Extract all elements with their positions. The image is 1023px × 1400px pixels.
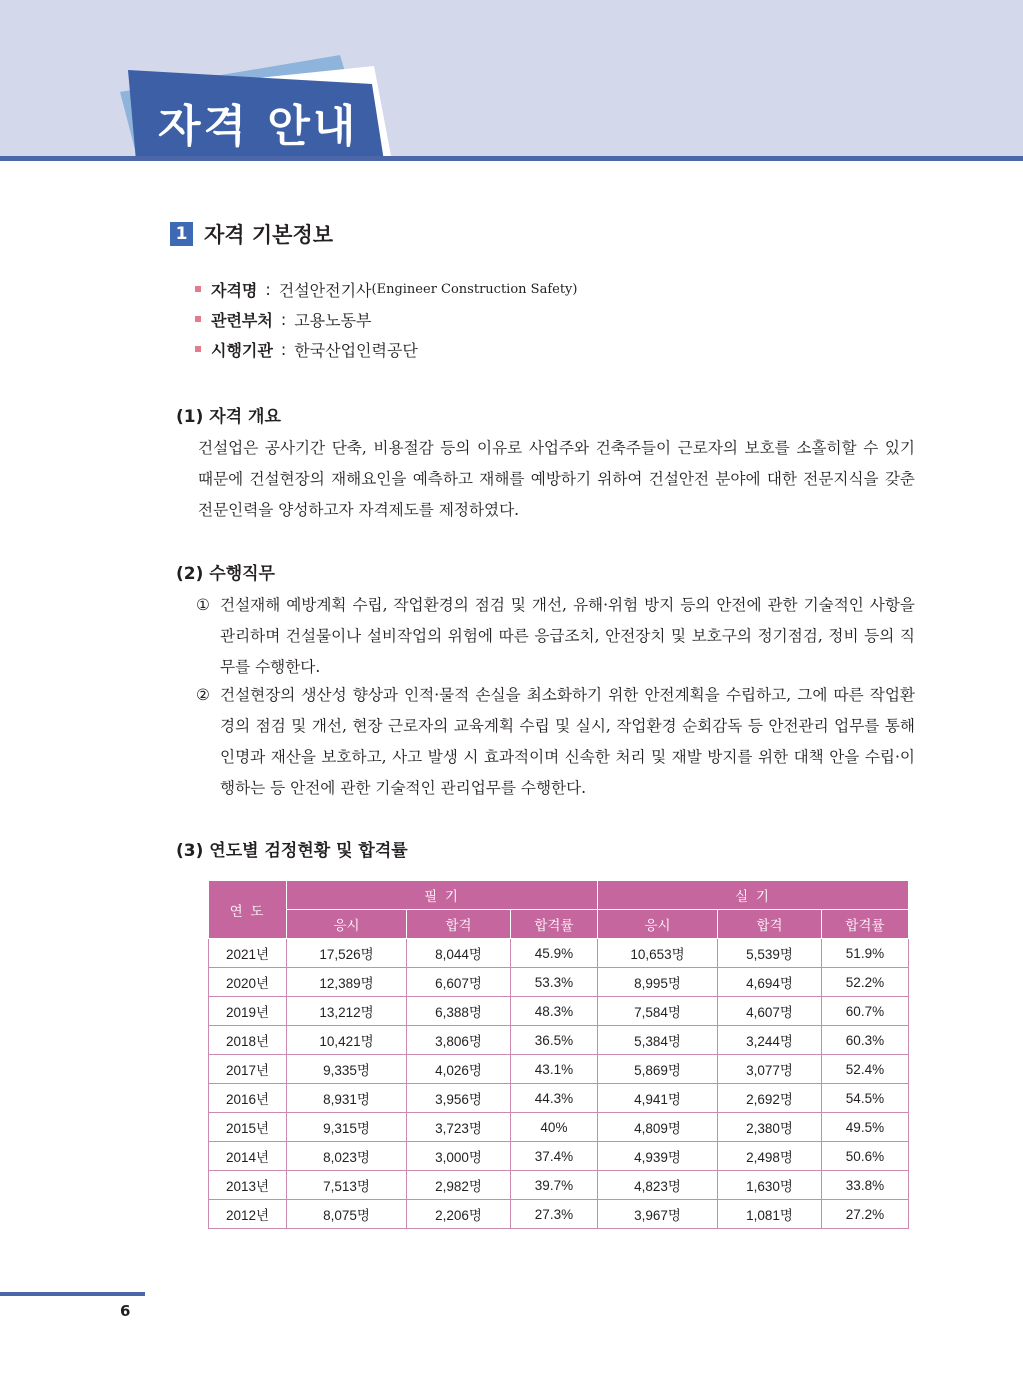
table-cell: 8,995명 [597, 968, 717, 997]
table-cell: 4,607명 [718, 997, 822, 1026]
col-header: 응시 [597, 910, 717, 939]
table-cell: 36.5% [510, 1026, 597, 1055]
table-cell: 3,967명 [597, 1200, 717, 1229]
table-cell: 6,388명 [407, 997, 511, 1026]
year-cell: 2020년 [209, 968, 287, 997]
section-title: 자격 기본정보 [204, 223, 334, 247]
table-cell: 7,513명 [287, 1171, 407, 1200]
table-cell: 50.6% [821, 1142, 908, 1171]
year-cell: 2013년 [209, 1171, 287, 1200]
year-cell: 2015년 [209, 1113, 287, 1142]
table-cell: 33.8% [821, 1171, 908, 1200]
table-row [209, 1142, 909, 1171]
practical-group-header: 실 기 [597, 881, 908, 910]
duty-item [196, 680, 915, 804]
table-cell: 54.5% [821, 1084, 908, 1113]
info-label: 자격명 [211, 280, 258, 300]
list-item [195, 274, 577, 304]
table-cell: 13,212명 [287, 997, 407, 1026]
table-cell: 2,380명 [718, 1113, 822, 1142]
table-cell: 8,023명 [287, 1142, 407, 1171]
table-cell: 3,000명 [407, 1142, 511, 1171]
table-row [209, 1200, 909, 1229]
table-cell: 10,653명 [597, 939, 717, 968]
table-row [209, 997, 909, 1026]
year-cell: 2018년 [209, 1026, 287, 1055]
square-bullet-icon [195, 286, 201, 292]
table-row [209, 939, 909, 968]
year-cell: 2017년 [209, 1055, 287, 1084]
table-cell: 4,809명 [597, 1113, 717, 1142]
year-cell: 2014년 [209, 1142, 287, 1171]
col-header: 합격 [718, 910, 822, 939]
table-cell: 4,939명 [597, 1142, 717, 1171]
info-label: 관련부처 [211, 310, 273, 330]
table-cell: 9,335명 [287, 1055, 407, 1084]
table-cell: 3,723명 [407, 1113, 511, 1142]
footer-rule [0, 1292, 145, 1296]
table-cell: 8,044명 [407, 939, 511, 968]
page-number: 6 [120, 1302, 131, 1320]
table-cell: 2,498명 [718, 1142, 822, 1171]
table-cell: 3,956명 [407, 1084, 511, 1113]
info-value: 건설안전기사 [278, 280, 372, 300]
overview-heading: (1) 자격 개요 [176, 407, 281, 427]
table-cell: 8,075명 [287, 1200, 407, 1229]
duty-number: ② [196, 686, 210, 704]
table-cell: 5,869명 [597, 1055, 717, 1084]
table-cell: 52.4% [821, 1055, 908, 1084]
info-label: 시행기관 [211, 340, 273, 360]
table-cell: 8,931명 [287, 1084, 407, 1113]
table-cell: 60.7% [821, 997, 908, 1026]
table-row [209, 1113, 909, 1142]
table-cell: 43.1% [510, 1055, 597, 1084]
table-cell: 39.7% [510, 1171, 597, 1200]
info-separator: : [265, 279, 271, 299]
year-cell: 2019년 [209, 997, 287, 1026]
overview-text: 건설업은 공사기간 단축, 비용절감 등의 이유로 사업주와 건축주들이 근로자의 보호를 소홀히할 수 있기 때문에 건설현장의 재해요인을 예측하고 재해를 예방하기 위하여 건설안전 분야에 대한 전문지식을 갖춘 전문인력을 양성하고자 자격제도를 제정하였다. [198, 439, 915, 519]
info-value-english: (Engineer Construction Safety) [371, 281, 578, 297]
table-cell: 7,584명 [597, 997, 717, 1026]
basic-info-list [195, 274, 577, 364]
list-item [195, 304, 577, 334]
page-title: 자격 안내 [158, 101, 359, 152]
info-separator: : [280, 339, 287, 359]
table-cell: 12,389명 [287, 968, 407, 997]
col-header: 합격률 [510, 910, 597, 939]
table-cell: 27.3% [510, 1200, 597, 1229]
col-year-header: 연 도 [209, 881, 287, 939]
col-header: 합격 [407, 910, 511, 939]
table-cell: 40% [510, 1113, 597, 1142]
info-separator: : [280, 309, 287, 329]
table-cell: 2,692명 [718, 1084, 822, 1113]
square-bullet-icon [195, 316, 201, 322]
table-cell: 60.3% [821, 1026, 908, 1055]
year-cell: 2021년 [209, 939, 287, 968]
table-cell: 1,630명 [718, 1171, 822, 1200]
table-cell: 53.3% [510, 968, 597, 997]
stats-table [208, 880, 909, 1229]
table-cell: 4,823명 [597, 1171, 717, 1200]
table-row [209, 1084, 909, 1113]
table-cell: 10,421명 [287, 1026, 407, 1055]
table-cell: 45.9% [510, 939, 597, 968]
table-cell: 4,941명 [597, 1084, 717, 1113]
table-cell: 49.5% [821, 1113, 908, 1142]
year-cell: 2012년 [209, 1200, 287, 1229]
info-value: 고용노동부 [294, 310, 372, 330]
stats-heading: (3) 연도별 검정현황 및 합격률 [176, 841, 408, 861]
square-bullet-icon [195, 346, 201, 352]
table-cell: 17,526명 [287, 939, 407, 968]
table-cell: 9,315명 [287, 1113, 407, 1142]
duty-number: ① [196, 596, 210, 614]
duty-text: 건설재해 예방계획 수립, 작업환경의 점검 및 개선, 유해·위험 방지 등의 안전에 관한 기술적인 사항을 관리하며 건설물이나 설비작업의 위험에 따른 응급조치, 안전장치 및 보호구의 정기점검, 정비 등의 직무를 수행한다. [220, 596, 915, 676]
duties-heading: (2) 수행직무 [176, 564, 275, 584]
header-rule [0, 156, 1023, 161]
table-cell: 4,026명 [407, 1055, 511, 1084]
table-cell: 3,806명 [407, 1026, 511, 1055]
table-cell: 5,539명 [718, 939, 822, 968]
duty-item [196, 590, 915, 683]
col-header: 합격률 [821, 910, 908, 939]
table-cell: 52.2% [821, 968, 908, 997]
table-row [209, 968, 909, 997]
table-cell: 37.4% [510, 1142, 597, 1171]
list-item [195, 334, 577, 364]
table-cell: 6,607명 [407, 968, 511, 997]
table-cell: 5,384명 [597, 1026, 717, 1055]
table-cell: 3,077명 [718, 1055, 822, 1084]
duty-text: 건설현장의 생산성 향상과 인적·물적 손실을 최소화하기 위한 안전계획을 수립하고, 그에 따른 작업환경의 점검 및 개선, 현장 근로자의 교육계획 수립 및 실시, 작업환경 순회감독 등 안전관리 업무를 통해 인명과 재산을 보호하고, 사고 발생 시 효과적이며 신속한 처리 및 재발 방지를 위한 대책 안을 수립·이행하는 등 안전에 관한 기술적인 관리업무를 수행한다. [220, 686, 915, 797]
table-row [209, 1171, 909, 1200]
year-cell: 2016년 [209, 1084, 287, 1113]
written-group-header: 필 기 [287, 881, 598, 910]
info-value: 한국산업인력공단 [294, 340, 418, 360]
table-cell: 3,244명 [718, 1026, 822, 1055]
table-row [209, 1026, 909, 1055]
table-cell: 2,982명 [407, 1171, 511, 1200]
table-cell: 51.9% [821, 939, 908, 968]
table-cell: 4,694명 [718, 968, 822, 997]
table-cell: 1,081명 [718, 1200, 822, 1229]
section-number-badge: 1 [170, 222, 193, 246]
table-cell: 44.3% [510, 1084, 597, 1113]
table-row [209, 1055, 909, 1084]
stats-table-body [209, 939, 909, 1229]
table-cell: 2,206명 [407, 1200, 511, 1229]
table-cell: 27.2% [821, 1200, 908, 1229]
table-cell: 48.3% [510, 997, 597, 1026]
col-header: 응시 [287, 910, 407, 939]
